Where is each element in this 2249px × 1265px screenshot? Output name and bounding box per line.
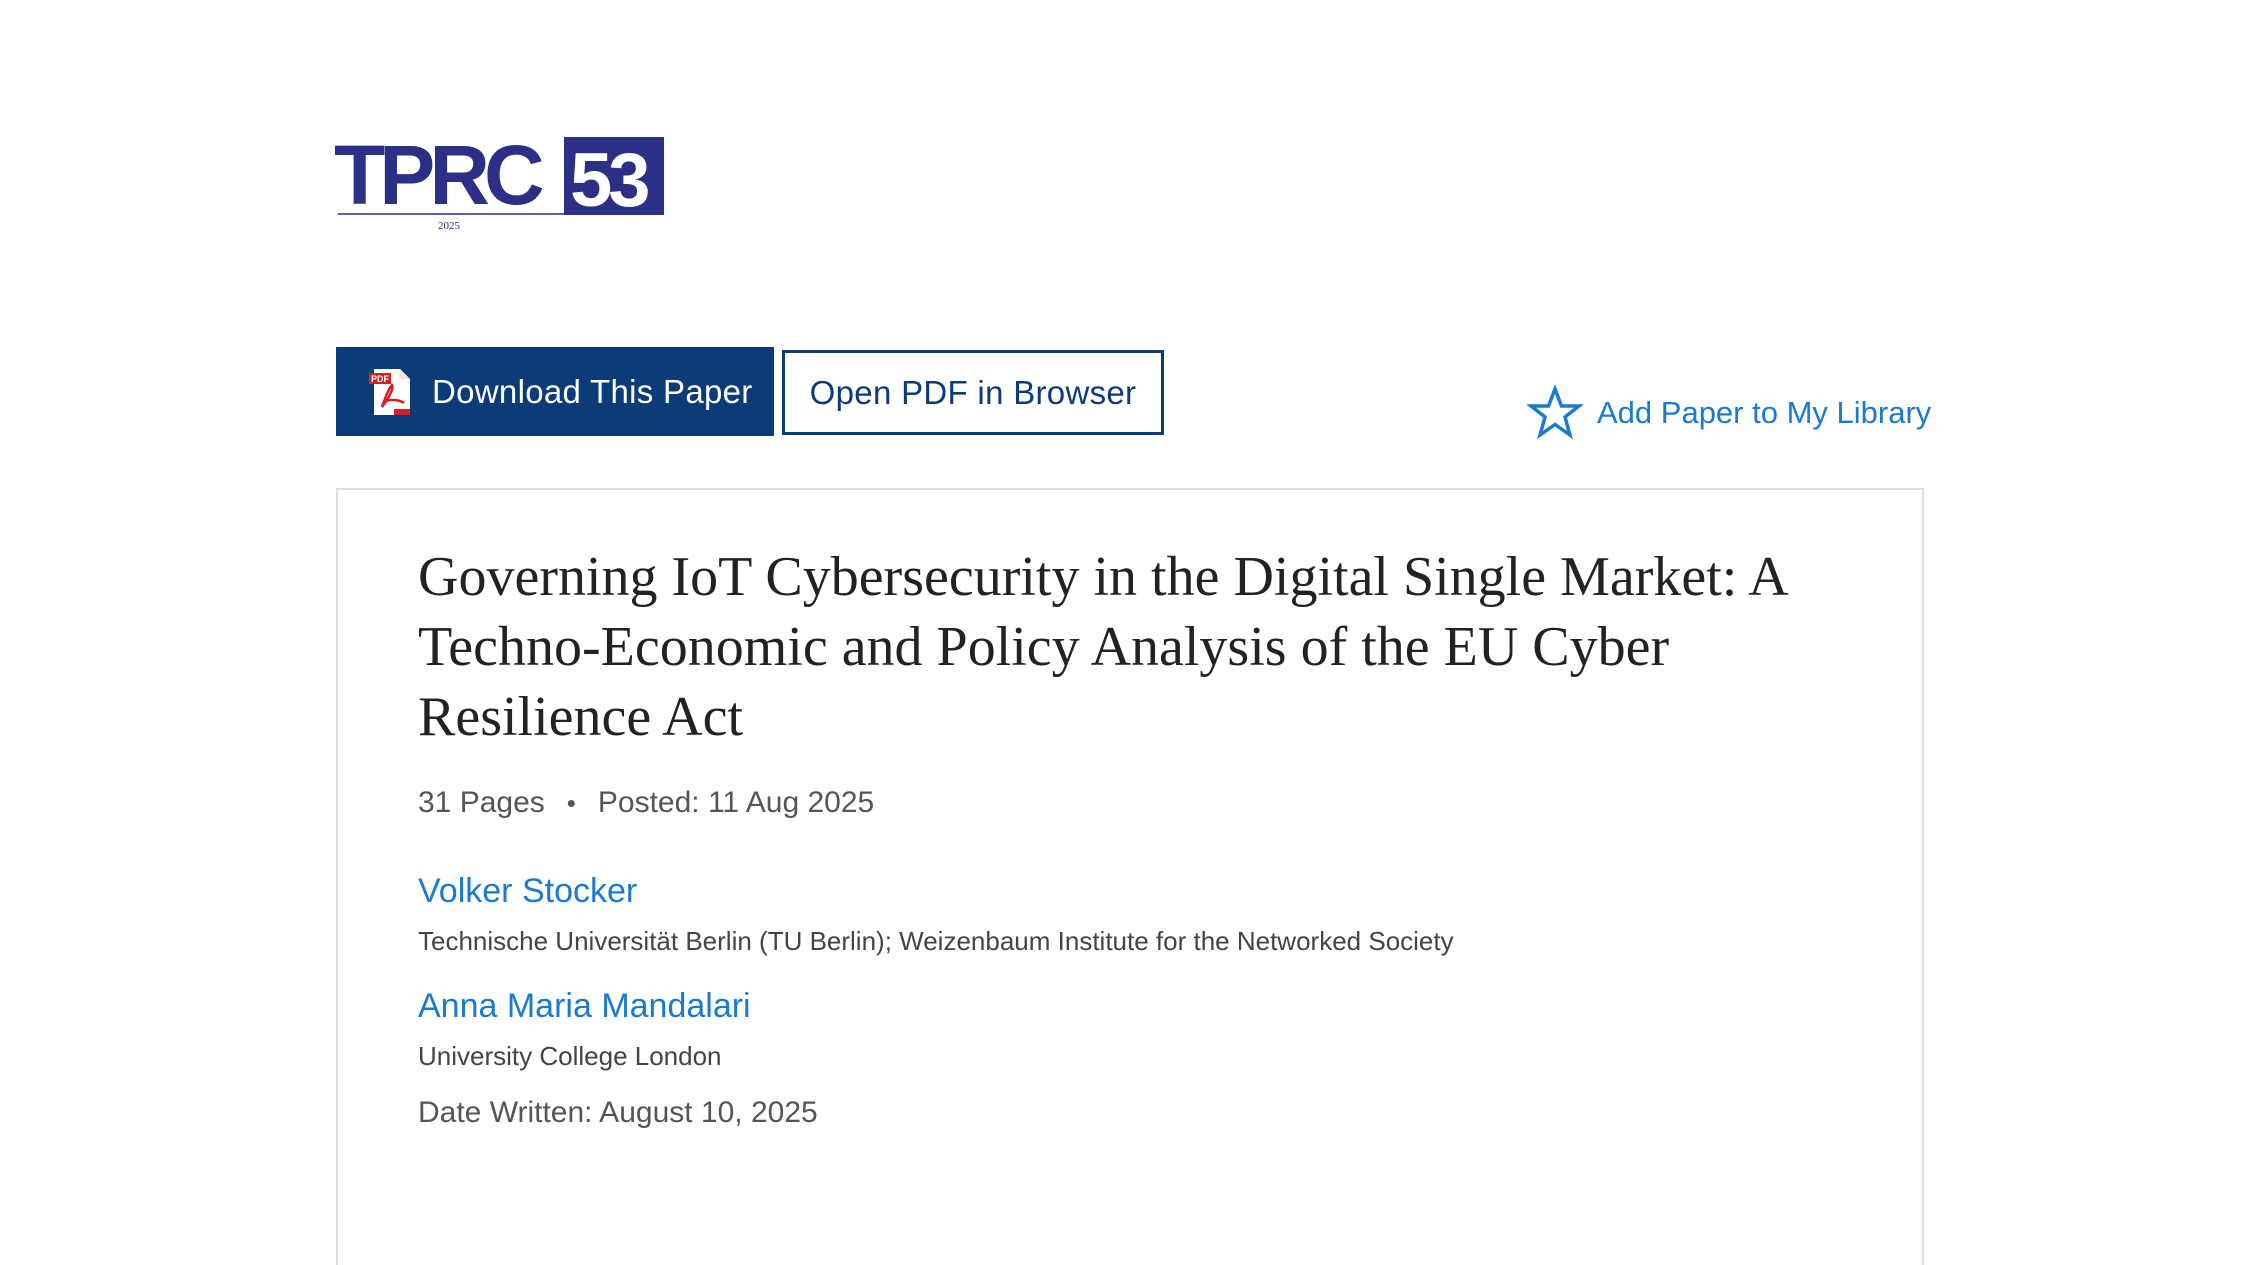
star-outline-icon — [1527, 385, 1583, 441]
meta-separator: • — [566, 787, 576, 818]
svg-text:PDF: PDF — [371, 373, 389, 384]
open-pdf-button[interactable] — [782, 350, 1164, 435]
paper-meta — [418, 786, 874, 820]
add-library-label: Add Paper to My Library — [1597, 395, 1932, 430]
author-affiliation: Technische Universität Berlin (TU Berlin); Weizenbaum Institute for the Networked Society — [418, 926, 1454, 956]
author-name-link[interactable]: Volker Stocker — [418, 872, 638, 910]
tprc-logo[interactable] — [334, 132, 664, 232]
logo-year: 2025 — [438, 220, 460, 232]
paper-card — [336, 488, 1924, 1265]
author-affiliation: University College London — [418, 1041, 722, 1071]
logo-number: 53 — [570, 138, 647, 223]
date-written: Date Written: August 10, 2025 — [418, 1096, 818, 1129]
download-button-label: Download This Paper — [432, 372, 753, 410]
page-count: 31 Pages — [418, 786, 545, 819]
open-pdf-label: Open PDF in Browser — [809, 373, 1137, 411]
download-paper-button[interactable] — [336, 347, 774, 436]
author-name-link[interactable]: Anna Maria Mandalari — [418, 987, 751, 1025]
add-to-library-link[interactable] — [1527, 385, 1931, 441]
posted-date: Posted: 11 Aug 2025 — [597, 786, 875, 819]
pdf-file-icon — [368, 367, 414, 417]
paper-title: Governing IoT Cybersecurity in the Digital Single Market: A Techno-Economic and Policy Analysis of the EU Cyber Resilience Act — [418, 546, 1786, 748]
logo-text: TPRC — [334, 132, 539, 222]
